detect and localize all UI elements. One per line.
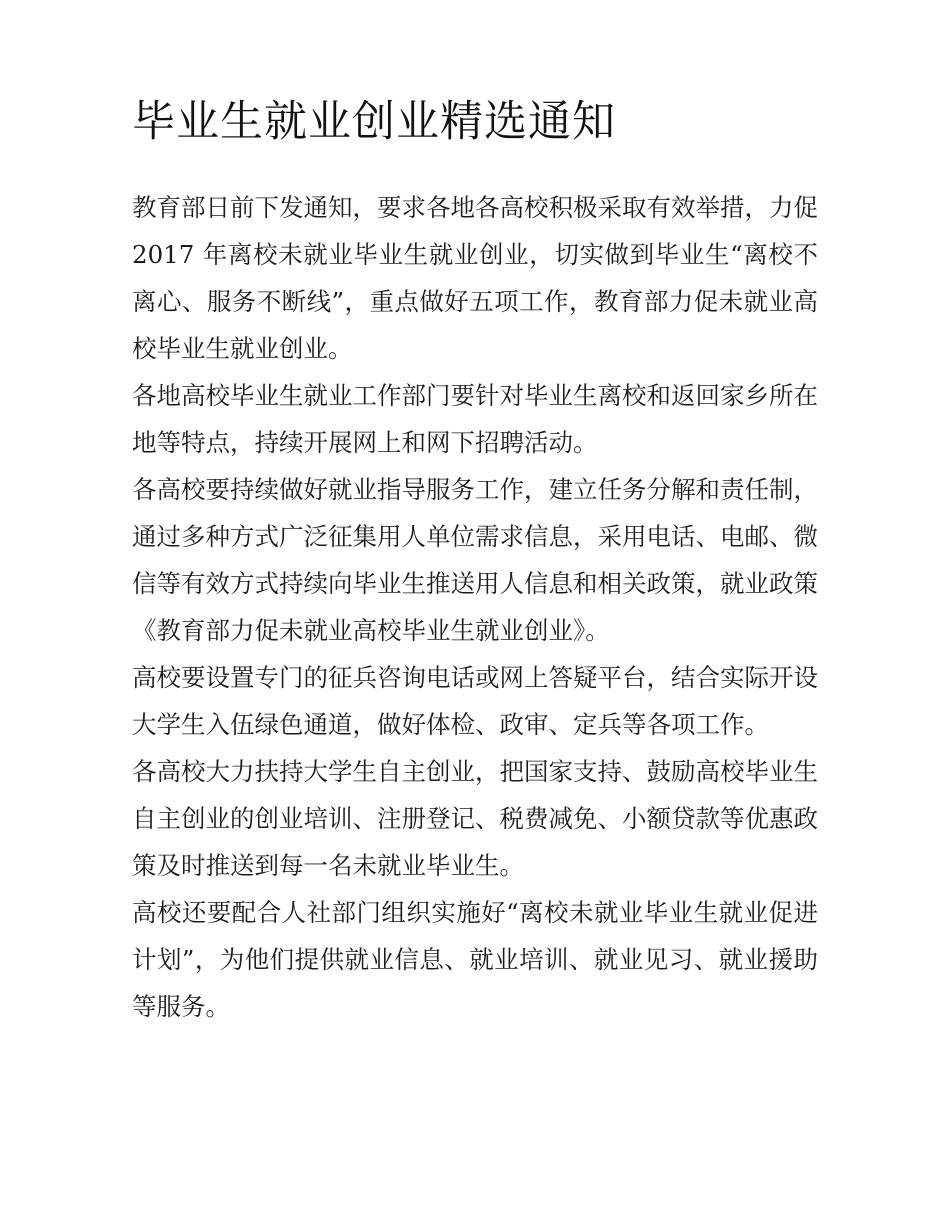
body-paragraph-4: 高校要设置专门的征兵咨询电话或网上答疑平台，结合实际开设大学生入伍绿色通道，做好体检、政审、定兵等各项工作。 (132, 663, 818, 740)
page-title: 毕业生就业创业精选通知 (132, 97, 616, 147)
body-paragraph-2: 各地高校毕业生就业工作部门要针对毕业生离校和返回家乡所在地等特点，持续开展网上和网下招聘活动。 (132, 380, 818, 457)
body-paragraph-6: 高校还要配合人社部门组织实施好“离校未就业毕业生就业促进计划”，为他们提供就业信息、就业培训、就业见习、就业援助等服务。 (132, 898, 818, 1022)
body-paragraph-1: 教育部日前下发通知，要求各地各高校积极采取有效举措，力促 2017 年离校未就业毕业生就业创业，切实做到毕业生“离校不离心、服务不断线”，重点做好五项工作，教育部力促未就业高校毕业生就业创业。 (132, 192, 818, 363)
document-body (132, 184, 818, 1031)
body-paragraph-3: 各高校要持续做好就业指导服务工作，建立任务分解和责任制，通过多种方式广泛征集用人单位需求信息，采用电话、电邮、微信等有效方式持续向毕业生推送用人信息和相关政策，就业政策《教育部力促未就业高校毕业生就业创业》。 (132, 474, 818, 646)
body-paragraph-5: 各高校大力扶持大学生自主创业，把国家支持、鼓励高校毕业生自主创业的创业培训、注册登记、税费减免、小额贷款等优惠政策及时推送到每一名未就业毕业生。 (132, 757, 818, 881)
